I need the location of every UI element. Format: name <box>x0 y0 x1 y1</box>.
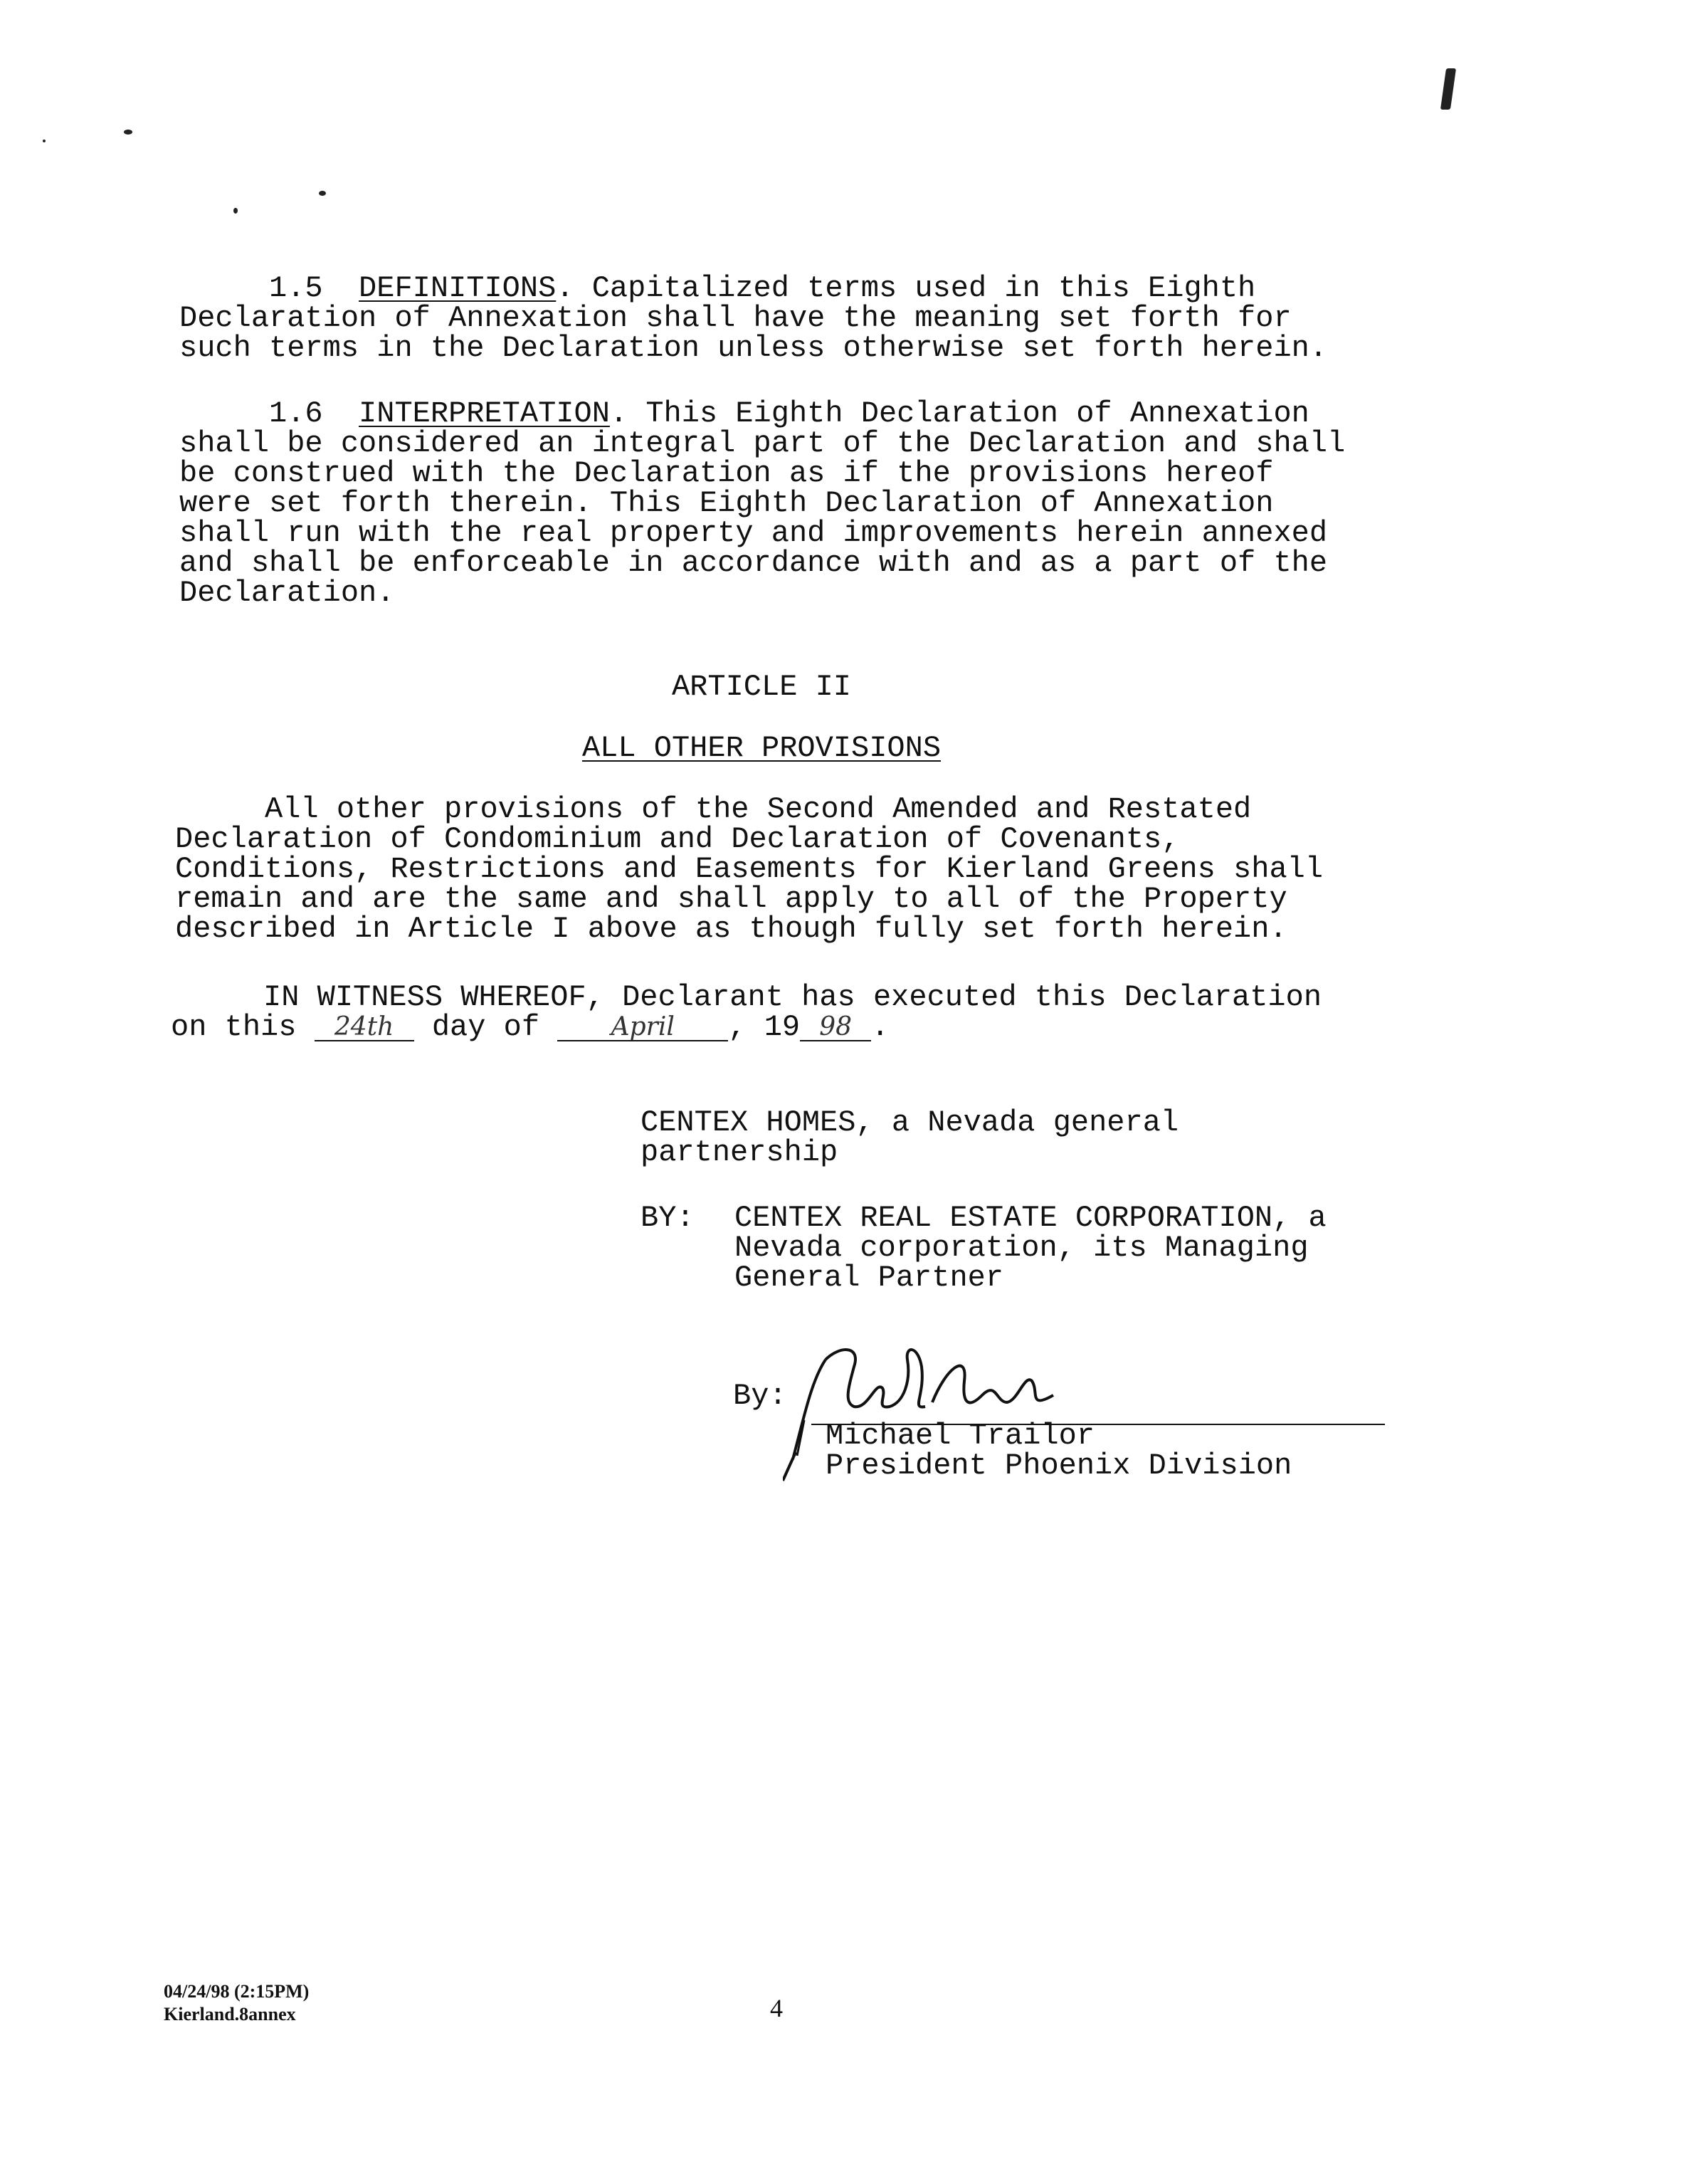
company-line: CENTEX HOMES, a Nevada general <box>640 1105 1179 1140</box>
scan-speck <box>233 208 238 214</box>
scan-mark-top-right <box>1440 68 1456 110</box>
section-text: were set forth therein. This Eighth Declaration of Annexation <box>179 486 1274 520</box>
paragraph-text: remain and are the same and shall apply to all of the Property <box>175 882 1287 916</box>
handwritten-day: 24th <box>315 1014 414 1041</box>
handwritten-year: 98 <box>800 1014 871 1041</box>
paragraph-text: described in Article I above as though fully set forth herein. <box>175 912 1287 946</box>
footer-date: 04/24/98 (2:15PM) <box>164 1981 310 2002</box>
footer-filename: Kierland.8annex <box>164 2004 296 2024</box>
footer-meta <box>164 1980 309 2026</box>
paragraph-text: Declaration of Condominium and Declaration of Covenants, <box>175 822 1180 856</box>
article-title: ARTICLE II <box>671 670 852 704</box>
signer-title: President Phoenix Division <box>826 1449 1292 1483</box>
signer <box>826 1421 1292 1481</box>
section-number: 1.6 <box>269 396 323 431</box>
scan-speck <box>319 191 326 196</box>
page-number: 4 <box>770 1994 783 2022</box>
scan-speck <box>124 130 132 135</box>
section-text: shall run with the real property and improvements herein annexed <box>179 516 1328 550</box>
section-text: and shall be enforceable in accordance with and as a part of the <box>179 546 1328 580</box>
by-label: BY: <box>640 1201 695 1235</box>
paragraph-text: Conditions, Restrictions and Easements for Kierland Greens shall <box>175 852 1324 886</box>
section-text: . Capitalized terms used in this Eighth <box>556 271 1256 305</box>
section-text: . This Eighth Declaration of Annexation <box>609 396 1309 431</box>
handwritten-month: April <box>557 1014 728 1041</box>
section-number: 1.5 <box>269 271 323 305</box>
managing-partner: CENTEX REAL ESTATE CORPORATION, a Nevada corporation, its Managing General Partner <box>734 1201 1327 1295</box>
paragraph-text: All other provisions of the Second Amended and Restated <box>265 792 1252 826</box>
article-subtitle: ALL OTHER PROVISIONS <box>581 731 942 765</box>
witness-text: IN WITNESS WHEREOF, Declarant has executed this Declaration <box>263 980 1322 1014</box>
section-text: Declaration. <box>179 576 395 610</box>
section-text: shall be considered an integral part of the Declaration and shall <box>179 426 1346 461</box>
signer-name: Michael Trailor <box>826 1419 1095 1453</box>
company-line: partnership <box>640 1135 838 1170</box>
section-heading-interpretation: INTERPRETATION <box>359 396 610 431</box>
section-text: such terms in the Declaration unless otherwise set forth herein. <box>179 331 1328 365</box>
provisions-paragraph <box>175 794 1323 944</box>
scan-speck <box>43 140 46 142</box>
section-1-6 <box>179 396 1346 610</box>
section-heading-definitions: DEFINITIONS <box>359 271 557 305</box>
section-text: Declaration of Annexation shall have the meaning set forth for <box>179 301 1292 335</box>
section-text: be construed with the Declaration as if the provisions hereof <box>179 456 1274 490</box>
section-1-5 <box>179 273 1327 363</box>
signatory-company <box>640 1105 1179 1170</box>
witness-clause: IN WITNESS WHEREOF, Declarant has executed this Declaration on this 24th day of April , 19 98 . <box>171 980 1322 1044</box>
signature-by-label: By: <box>733 1379 787 1413</box>
